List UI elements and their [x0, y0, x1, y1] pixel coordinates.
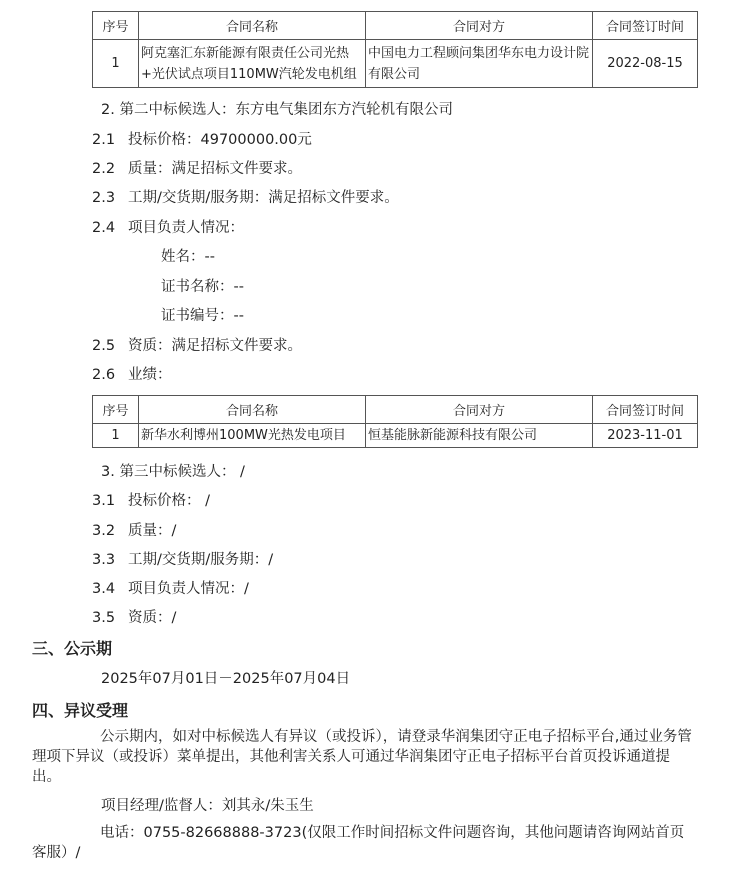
- col-header-date: 合同签订时间: [593, 12, 698, 40]
- item-number: 2.2: [92, 161, 116, 177]
- item-2-5: [92, 334, 302, 355]
- item-text: 业绩：: [128, 367, 172, 383]
- objection-paragraph: 公示期内，如对中标候选人有异议（或投诉），请登录华润集团守正电子招标平台,通过业务管理项下异议（或投诉）菜单提出，其他利害关系人可通过华润集团守正电子招标平台首页投诉通道提出。: [32, 729, 692, 785]
- publicity-period: 2025年07月01日－2025年07月04日: [101, 671, 351, 687]
- item-text: 资质：/: [128, 610, 177, 626]
- item-number: 3.2: [92, 523, 116, 539]
- item-text: 质量：满足招标文件要求。: [128, 161, 302, 177]
- section-heading-publicity: 三、公示期: [32, 639, 113, 658]
- item-text: 工期/交货期/服务期：满足招标文件要求。: [128, 190, 399, 206]
- item-2-3: [92, 186, 399, 207]
- item-number: 3.5: [92, 610, 116, 626]
- col-header-name: 合同名称: [139, 12, 366, 40]
- candidate-3-title: 3. 第三中标候选人： /: [101, 464, 245, 480]
- contact-phone: 电话：0755-82668888-3723(仅限工作时间招标文件问题咨询，其他问题请咨询网站首页客服）/: [32, 825, 685, 861]
- cell-no: 1: [93, 40, 139, 88]
- item-number: 2.3: [92, 190, 116, 206]
- contract-table-2: [92, 395, 698, 448]
- contract-table-1: [92, 11, 698, 88]
- item-text: 资质：满足招标文件要求。: [128, 338, 302, 354]
- table-header-row: [93, 12, 698, 40]
- project-manager: 项目经理/监督人：刘其永/朱玉生: [101, 798, 314, 814]
- col-header-no: 序号: [93, 396, 139, 424]
- col-header-name: 合同名称: [139, 396, 366, 424]
- section-heading-objection: 四、异议受理: [32, 701, 129, 720]
- cell-name: 阿克塞汇东新能源有限责任公司光热+光伏试点项目110MW汽轮发电机组: [139, 40, 366, 88]
- item-number: 2.4: [92, 220, 116, 236]
- table-row: [93, 40, 698, 88]
- item-3-3: [92, 548, 273, 569]
- candidate-2-title: 2. 第二中标候选人：东方电气集团东方汽轮机有限公司: [101, 102, 453, 118]
- item-3-1: [92, 489, 210, 510]
- item-text: 项目负责人情况：/: [128, 581, 249, 597]
- cell-party: 恒基能脉新能源科技有限公司: [366, 424, 593, 448]
- item-number: 2.5: [92, 338, 116, 354]
- col-header-date: 合同签订时间: [593, 396, 698, 424]
- item-number: 3.4: [92, 581, 116, 597]
- item-number: 2.1: [92, 132, 116, 148]
- item-number: 2.6: [92, 367, 116, 383]
- table-row: [93, 424, 698, 448]
- cell-date: 2022-08-15: [593, 40, 698, 88]
- item-text: 工期/交货期/服务期：/: [128, 552, 274, 568]
- item-text: 投标价格：49700000.00元: [128, 132, 312, 148]
- item-2-6: [92, 363, 172, 384]
- item-3-4: [92, 577, 249, 598]
- item-3-2: [92, 519, 176, 540]
- col-header-party: 合同对方: [366, 12, 593, 40]
- cell-date: 2023-11-01: [593, 424, 698, 448]
- item-2-1: [92, 128, 312, 149]
- item-2-2: [92, 157, 302, 178]
- item-text: 质量：/: [128, 523, 177, 539]
- col-header-no: 序号: [93, 12, 139, 40]
- table-header-row: [93, 396, 698, 424]
- item-number: 3.3: [92, 552, 116, 568]
- item-text: 项目负责人情况：: [128, 220, 244, 236]
- cell-party: 中国电力工程顾问集团华东电力设计院有限公司: [366, 40, 593, 88]
- cell-name: 新华水利博州100MW光热发电项目: [139, 424, 366, 448]
- manager-name: 姓名：--: [161, 249, 215, 265]
- item-2-4: [92, 216, 244, 237]
- manager-cert-name: 证书名称：--: [161, 279, 244, 295]
- item-text: 投标价格： /: [128, 493, 210, 509]
- col-header-party: 合同对方: [366, 396, 593, 424]
- manager-cert-no: 证书编号：--: [161, 308, 244, 324]
- item-number: 3.1: [92, 493, 116, 509]
- item-3-5: [92, 606, 176, 627]
- cell-no: 1: [93, 424, 139, 448]
